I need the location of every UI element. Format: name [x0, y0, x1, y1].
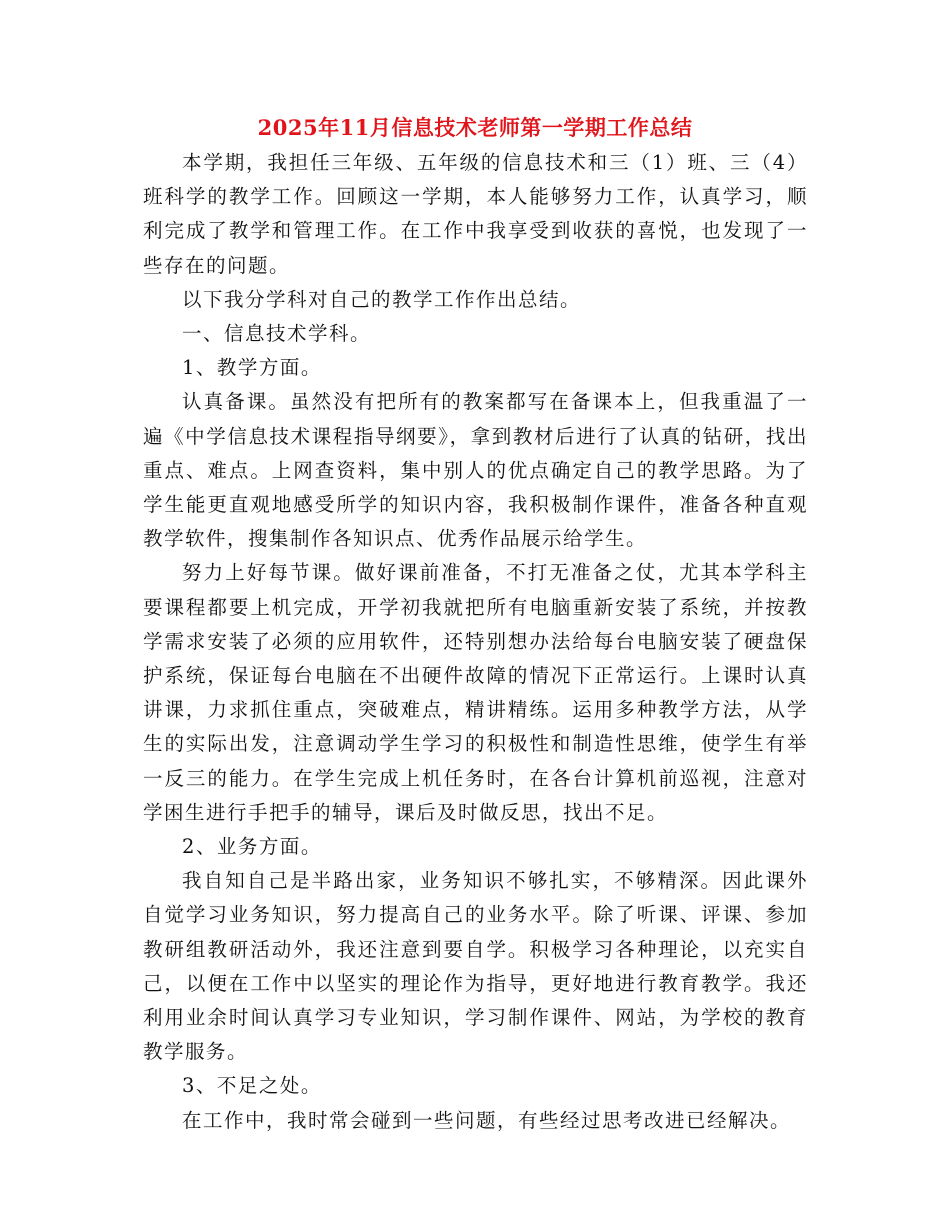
paragraph-summary-lead: 以下我分学科对自己的教学工作作出总结。	[182, 287, 582, 311]
subsection-heading-professional: 2、业务方面。	[182, 835, 322, 859]
paragraph-lesson-prep: 认真备课。虽然没有把所有的教案都写在备课本上，但我重温了一遍《中学信息技术课程指导纲要》，拿到教材后进行了认真的钻研，找出重点、难点。上网查资料，集中别人的优点确定自己的教学思路。为了学生能更直观地感受所学的知识内容，我积极制作课件，准备各种直观教学软件，搜集制作各知识点、优秀作品展示给学生。	[143, 390, 808, 551]
paragraph-classroom: 努力上好每节课。做好课前准备，不打无准备之仗，尤其本学科主要课程都要上机完成，开学初我就把所有电脑重新安装了系统，并按教学需求安装了必须的应用软件，还特别想办法给每台电脑安装了硬盘保护系统，保证每台电脑在不出硬件故障的情况下正常运行。上课时认真讲课，力求抓住重点，突破难点，精讲精练。运用多种教学方法，从学生的实际出发，注意调动学生学习的积极性和制造性思维，使学生有举一反三的能力。在学生完成上机任务时，在各台计算机前巡视，注意对学困生进行手把手的辅导，课后及时做反思，找出不足。	[143, 561, 808, 824]
paragraph-self-study: 我自知自己是半路出家，业务知识不够扎实，不够精深。因此课外自觉学习业务知识，努力提高自己的业务水平。除了听课、评课、参加教研组教研活动外，我还注意到要自学。积极学习各种理论，以充实自己，以便在工作中以坚实的理论作为指导，更好地进行教育教学。我还利用业余时间认真学习专业知识，学习制作课件、网站，为学校的教育教学服务。	[143, 869, 808, 1064]
subsection-heading-teaching: 1、教学方面。	[182, 356, 322, 380]
subsection-heading-shortcomings: 3、不足之处。	[182, 1074, 322, 1098]
paragraph-problems: 在工作中，我时常会碰到一些问题，有些经过思考改进已经解决。	[182, 1108, 792, 1132]
section-heading-it: 一、信息技术学科。	[182, 322, 372, 346]
document-title: 2025年11月信息技术老师第一学期工作总结	[257, 115, 693, 140]
paragraph-intro: 本学期，我担任三年级、五年级的信息技术和三（1）班、三（4）班科学的教学工作。回顾这一学期，本人能够努力工作，认真学习，顺利完成了教学和管理工作。在工作中我享受到收获的喜悦，也发现了一些存在的问题。	[143, 151, 808, 277]
document-body	[143, 146, 808, 1138]
